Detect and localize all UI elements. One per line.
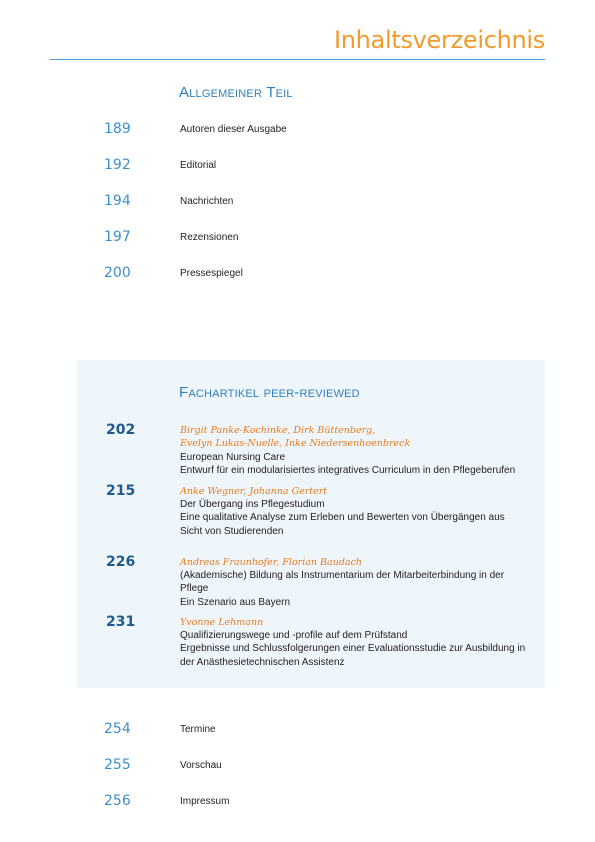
article-page-number: 215 (106, 483, 136, 499)
toc-page-number: 192 (104, 157, 131, 173)
article-page-number: 202 (106, 422, 136, 438)
article-authors: Birgit Panke-Kochinke, Dirk Büttenberg, Evelyn Lukas-Nuelle, Inke Niedersenhoenbreck (180, 425, 411, 449)
toc-entry[interactable] (0, 229, 595, 249)
toc-entry[interactable] (0, 193, 595, 213)
section-heading-peer: Fachartikel peer-reviewed (179, 384, 360, 401)
title-rule (50, 59, 545, 60)
toc-page-number: 200 (104, 265, 131, 281)
toc-entry[interactable] (0, 157, 595, 177)
toc-entry-label: Nachrichten (180, 196, 234, 207)
article-title: Der Übergang ins Pflegestudium Eine qualitative Analyse zum Erleben und Bewerten von Übergängen aus Sicht von Studierenden (180, 499, 505, 537)
article-authors: Anke Wegner, Johanna Gertert (180, 486, 328, 497)
article-page-number: 226 (106, 554, 136, 570)
article-authors: Yvonne Lehmann (180, 617, 264, 628)
toc-page-number: 194 (104, 193, 131, 209)
page-title: Inhaltsverzeichnis (333, 26, 545, 54)
article-page-number: 231 (106, 614, 136, 630)
toc-entry[interactable] (0, 793, 595, 813)
toc-page-number: 197 (104, 229, 131, 245)
article-authors: Andreas Fraunhofer, Florian Baudach (180, 557, 363, 568)
section-heading-general: Allgemeiner Teil (179, 84, 293, 101)
article-title: European Nursing Care Entwurf für ein modularisiertes integratives Curriculum in den Pflegeberufen (180, 452, 516, 477)
toc-entry-label: Editorial (180, 160, 217, 171)
toc-page-number: 255 (104, 757, 131, 773)
toc-page-number: 254 (104, 721, 131, 737)
toc-entry[interactable] (0, 265, 595, 285)
toc-entry-label: Impressum (180, 796, 230, 807)
toc-entry-label: Pressespiegel (180, 268, 243, 279)
toc-entry-label: Rezensionen (180, 232, 239, 243)
toc-entry-label: Termine (180, 724, 216, 735)
toc-entry[interactable] (0, 121, 595, 141)
toc-page-number: 189 (104, 121, 131, 137)
toc-entry-label: Autoren dieser Ausgabe (180, 124, 287, 135)
article-title: Qualifizierungswege und -profile auf dem Prüfstand Ergebnisse und Schlussfolgerungen einer Evaluationsstudie zur Ausbildung in der Anästhesietechnischen Assistenz (180, 630, 526, 668)
toc-entry[interactable] (0, 721, 595, 741)
toc-entry[interactable] (0, 757, 595, 777)
toc-entry-label: Vorschau (180, 760, 222, 771)
article-title: (Akademische) Bildung als Instrumentarium der Mitarbeiterbindung in der Pflege Ein Szenario aus Bayern (180, 570, 505, 608)
toc-page-number: 256 (104, 793, 131, 809)
